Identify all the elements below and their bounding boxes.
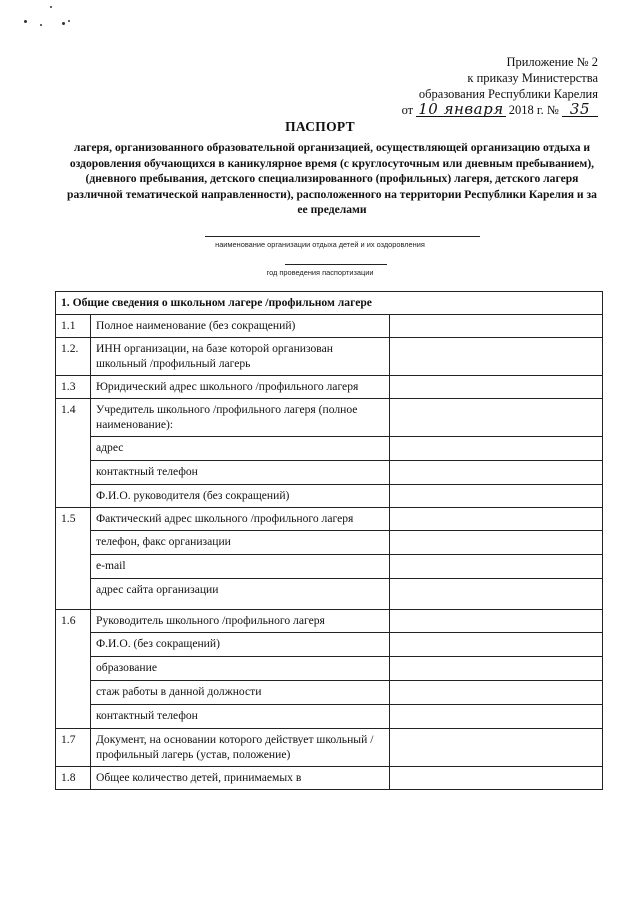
row-value-cell[interactable]	[390, 767, 603, 790]
organization-name-blank	[205, 236, 480, 237]
appendix-line: к приказу Министерства	[467, 71, 598, 85]
date-year: 2018 г. №	[508, 103, 559, 117]
row-value-cell[interactable]	[390, 610, 603, 633]
table-row	[56, 705, 603, 729]
row-label: контактный телефон	[91, 705, 390, 729]
row-value-cell[interactable]	[390, 729, 603, 767]
row-value-cell[interactable]	[390, 531, 603, 555]
table-row	[56, 610, 603, 633]
row-label: адрес сайта организации	[91, 579, 390, 610]
row-label: e-mail	[91, 555, 390, 579]
table-row	[56, 315, 603, 338]
row-number: 1.2.	[56, 338, 91, 376]
table-row	[56, 485, 603, 508]
row-label: контактный телефон	[91, 461, 390, 485]
table-row	[56, 376, 603, 399]
table-row	[56, 437, 603, 461]
year-blank	[285, 264, 387, 265]
row-label: Документ, на основании которого действует школьный /профильный лагерь (устав, положение)	[91, 729, 390, 767]
passport-table	[55, 291, 603, 790]
row-value-cell[interactable]	[390, 579, 603, 610]
row-label: образование	[91, 657, 390, 681]
scan-speck	[50, 6, 52, 8]
table-row	[56, 508, 603, 531]
row-value-cell[interactable]	[390, 681, 603, 705]
organization-name-caption: наименование организации отдыха детей и их оздоровления	[215, 240, 425, 249]
table-row	[56, 399, 603, 437]
table-row	[56, 681, 603, 705]
order-date-line	[402, 102, 598, 118]
row-number: 1.6	[56, 610, 91, 729]
row-label: Общее количество детей, принимаемых в	[91, 767, 390, 790]
section-title: 1. Общие сведения о школьном лагере /профильном лагере	[56, 292, 603, 315]
table-row	[56, 555, 603, 579]
row-value-cell[interactable]	[390, 461, 603, 485]
table-row	[56, 767, 603, 790]
row-label: Юридический адрес школьного /профильного лагеря	[91, 376, 390, 399]
row-label: ИНН организации, на базе которой организован школьный /профильный лагерь	[91, 338, 390, 376]
appendix-line: Приложение № 2	[506, 55, 598, 69]
handwritten-order-number: 35	[562, 102, 598, 117]
appendix-block	[402, 54, 598, 118]
table-row	[56, 729, 603, 767]
row-value-cell[interactable]	[390, 437, 603, 461]
row-value-cell[interactable]	[390, 485, 603, 508]
row-label: Полное наименование (без сокращений)	[91, 315, 390, 338]
row-value-cell[interactable]	[390, 633, 603, 657]
date-prefix: от	[401, 103, 414, 117]
section-header-row	[56, 292, 603, 315]
scan-speck	[40, 24, 42, 26]
document-title: ПАСПОРТ	[285, 119, 355, 134]
row-value-cell[interactable]	[390, 338, 603, 376]
row-label: Ф.И.О. руководителя (без сокращений)	[91, 485, 390, 508]
row-number: 1.4	[56, 399, 91, 508]
table-row	[56, 461, 603, 485]
table-row	[56, 657, 603, 681]
row-label: Руководитель школьного /профильного лагеря	[91, 610, 390, 633]
row-value-cell[interactable]	[390, 315, 603, 338]
row-value-cell[interactable]	[390, 399, 603, 437]
row-label: стаж работы в данной должности	[91, 681, 390, 705]
scan-speck	[68, 20, 70, 22]
row-label: адрес	[91, 437, 390, 461]
table-row	[56, 579, 603, 610]
row-value-cell[interactable]	[390, 555, 603, 579]
row-number: 1.5	[56, 508, 91, 610]
row-number: 1.1	[56, 315, 91, 338]
table-row	[56, 633, 603, 657]
scan-speck	[24, 20, 27, 23]
table-row	[56, 338, 603, 376]
handwritten-date: 10 января	[418, 100, 504, 118]
row-label: Ф.И.О. (без сокращений)	[91, 633, 390, 657]
row-value-cell[interactable]	[390, 376, 603, 399]
row-label: Учредитель школьного /профильного лагеря (полное наименование):	[91, 399, 390, 437]
document-subtitle: лагеря, организованного образовательной организацией, осуществляющей организацию отдыха и оздоровления обучающихся в каникулярное время (с круглосуточным или дневным пребыванием), (дневного пребывания, детского специализированного (профильных) лагеря, детского лагеря различной тематической направленности), расположенного на территории Республики Карелия и за ее пределами	[67, 141, 597, 216]
appendix-line: образования Республики Карелия	[418, 87, 598, 101]
row-value-cell[interactable]	[390, 508, 603, 531]
row-value-cell[interactable]	[390, 657, 603, 681]
row-number: 1.7	[56, 729, 91, 767]
row-label: Фактический адрес школьного /профильного лагеря	[91, 508, 390, 531]
row-number: 1.8	[56, 767, 91, 790]
year-caption: год проведения паспортизации	[266, 268, 374, 277]
scan-speck	[62, 22, 65, 25]
row-value-cell[interactable]	[390, 705, 603, 729]
row-label: телефон, факс организации	[91, 531, 390, 555]
table-row	[56, 531, 603, 555]
row-number: 1.3	[56, 376, 91, 399]
